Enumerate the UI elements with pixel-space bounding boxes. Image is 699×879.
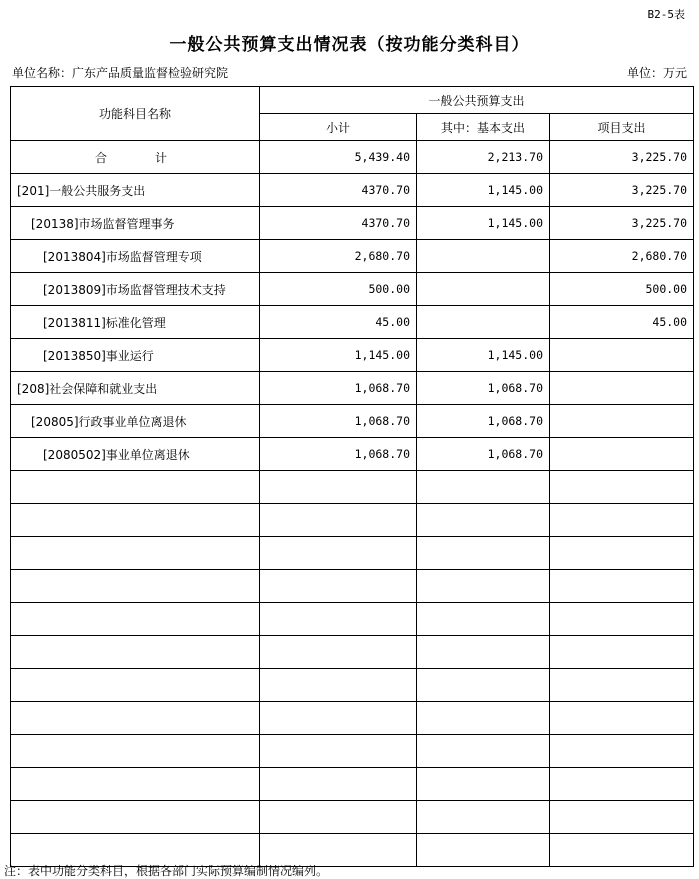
row-basic: 1,068.70 (417, 405, 550, 438)
table-row (11, 438, 694, 471)
empty-cell (11, 471, 260, 504)
empty-cell (550, 669, 694, 702)
header-group: 一般公共预算支出 (260, 87, 694, 114)
empty-cell (260, 471, 417, 504)
expenditure-table (10, 86, 694, 867)
empty-cell (417, 834, 550, 867)
empty-cell (417, 570, 550, 603)
row-name: [2013811]标准化管理 (11, 306, 260, 339)
page-title: 一般公共预算支出情况表（按功能分类科目） (169, 35, 530, 55)
empty-cell (417, 768, 550, 801)
empty-cell (11, 669, 260, 702)
table-row (11, 273, 694, 306)
empty-cell (417, 537, 550, 570)
empty-row (11, 537, 694, 570)
empty-cell (260, 504, 417, 537)
empty-cell (550, 768, 694, 801)
empty-cell (260, 603, 417, 636)
row-name: [20805]行政事业单位离退休 (11, 405, 260, 438)
row-basic (417, 273, 550, 306)
header-project: 项目支出 (550, 114, 694, 141)
empty-cell (11, 636, 260, 669)
row-project (550, 405, 694, 438)
row-project: 3,225.70 (550, 174, 694, 207)
table-row (11, 405, 694, 438)
row-project (550, 372, 694, 405)
empty-cell (550, 537, 694, 570)
unit-name: 单位名称：广东产品质量监督检验研究院 (12, 66, 229, 80)
row-basic: 1,068.70 (417, 438, 550, 471)
row-project (550, 438, 694, 471)
row-project: 3,225.70 (550, 141, 694, 174)
row-name: [2080502]事业单位离退休 (11, 438, 260, 471)
empty-cell (550, 603, 694, 636)
form-code: B2-5表 (647, 8, 685, 21)
empty-cell (550, 504, 694, 537)
row-subtotal: 1,145.00 (260, 339, 417, 372)
empty-cell (260, 768, 417, 801)
row-subtotal: 1,068.70 (260, 372, 417, 405)
table-row (11, 141, 694, 174)
empty-cell (260, 735, 417, 768)
unit-line (12, 64, 687, 80)
empty-cell (417, 471, 550, 504)
empty-cell (550, 735, 694, 768)
empty-row (11, 504, 694, 537)
row-subtotal: 1,068.70 (260, 438, 417, 471)
currency-unit: 单位：万元 (626, 66, 687, 80)
empty-cell (260, 636, 417, 669)
empty-row (11, 603, 694, 636)
row-subtotal: 4370.70 (260, 174, 417, 207)
empty-cell (11, 801, 260, 834)
empty-cell (417, 636, 550, 669)
table-row (11, 339, 694, 372)
empty-cell (11, 702, 260, 735)
empty-cell (260, 801, 417, 834)
empty-cell (550, 702, 694, 735)
row-project: 45.00 (550, 306, 694, 339)
empty-cell (417, 603, 550, 636)
row-basic: 1,145.00 (417, 174, 550, 207)
empty-cell (11, 603, 260, 636)
row-name: [208]社会保障和就业支出 (11, 372, 260, 405)
row-basic (417, 306, 550, 339)
row-basic: 1,145.00 (417, 207, 550, 240)
empty-row (11, 471, 694, 504)
row-subtotal: 5,439.40 (260, 141, 417, 174)
empty-cell (417, 735, 550, 768)
row-project: 500.00 (550, 273, 694, 306)
row-basic: 1,145.00 (417, 339, 550, 372)
empty-row (11, 702, 694, 735)
empty-cell (550, 570, 694, 603)
row-name: 合 计 (11, 141, 260, 174)
empty-cell (260, 669, 417, 702)
row-subtotal: 2,680.70 (260, 240, 417, 273)
empty-cell (11, 570, 260, 603)
empty-row (11, 768, 694, 801)
empty-row (11, 636, 694, 669)
row-basic (417, 240, 550, 273)
row-project: 3,225.70 (550, 207, 694, 240)
empty-cell (11, 735, 260, 768)
empty-cell (550, 834, 694, 867)
header-subtotal: 小计 (260, 114, 417, 141)
empty-cell (260, 702, 417, 735)
row-subtotal: 500.00 (260, 273, 417, 306)
empty-cell (417, 504, 550, 537)
table-row (11, 240, 694, 273)
empty-row (11, 570, 694, 603)
empty-cell (550, 801, 694, 834)
row-project: 2,680.70 (550, 240, 694, 273)
empty-row (11, 669, 694, 702)
table-row (11, 306, 694, 339)
row-basic: 1,068.70 (417, 372, 550, 405)
footnote: 注：表中功能分类科目，根据各部门实际预算编制情况编列。 (4, 864, 329, 878)
empty-cell (550, 636, 694, 669)
row-name: [2013804]市场监督管理专项 (11, 240, 260, 273)
row-subtotal: 1,068.70 (260, 405, 417, 438)
header-basic: 其中：基本支出 (417, 114, 550, 141)
row-subtotal: 4370.70 (260, 207, 417, 240)
table-row (11, 372, 694, 405)
row-name: [20138]市场监督管理事务 (11, 207, 260, 240)
table-row (11, 174, 694, 207)
empty-cell (417, 702, 550, 735)
table-row (11, 207, 694, 240)
empty-cell (11, 768, 260, 801)
row-subtotal: 45.00 (260, 306, 417, 339)
row-name: [2013809]市场监督管理技术支持 (11, 273, 260, 306)
empty-cell (11, 504, 260, 537)
empty-cell (260, 537, 417, 570)
row-name: [2013850]事业运行 (11, 339, 260, 372)
empty-cell (417, 669, 550, 702)
empty-row (11, 735, 694, 768)
row-basic: 2,213.70 (417, 141, 550, 174)
empty-cell (417, 801, 550, 834)
empty-row (11, 801, 694, 834)
empty-cell (550, 471, 694, 504)
row-name: [201]一般公共服务支出 (11, 174, 260, 207)
header-name-col: 功能科目名称 (11, 87, 260, 141)
empty-cell (260, 570, 417, 603)
empty-cell (11, 537, 260, 570)
row-project (550, 339, 694, 372)
